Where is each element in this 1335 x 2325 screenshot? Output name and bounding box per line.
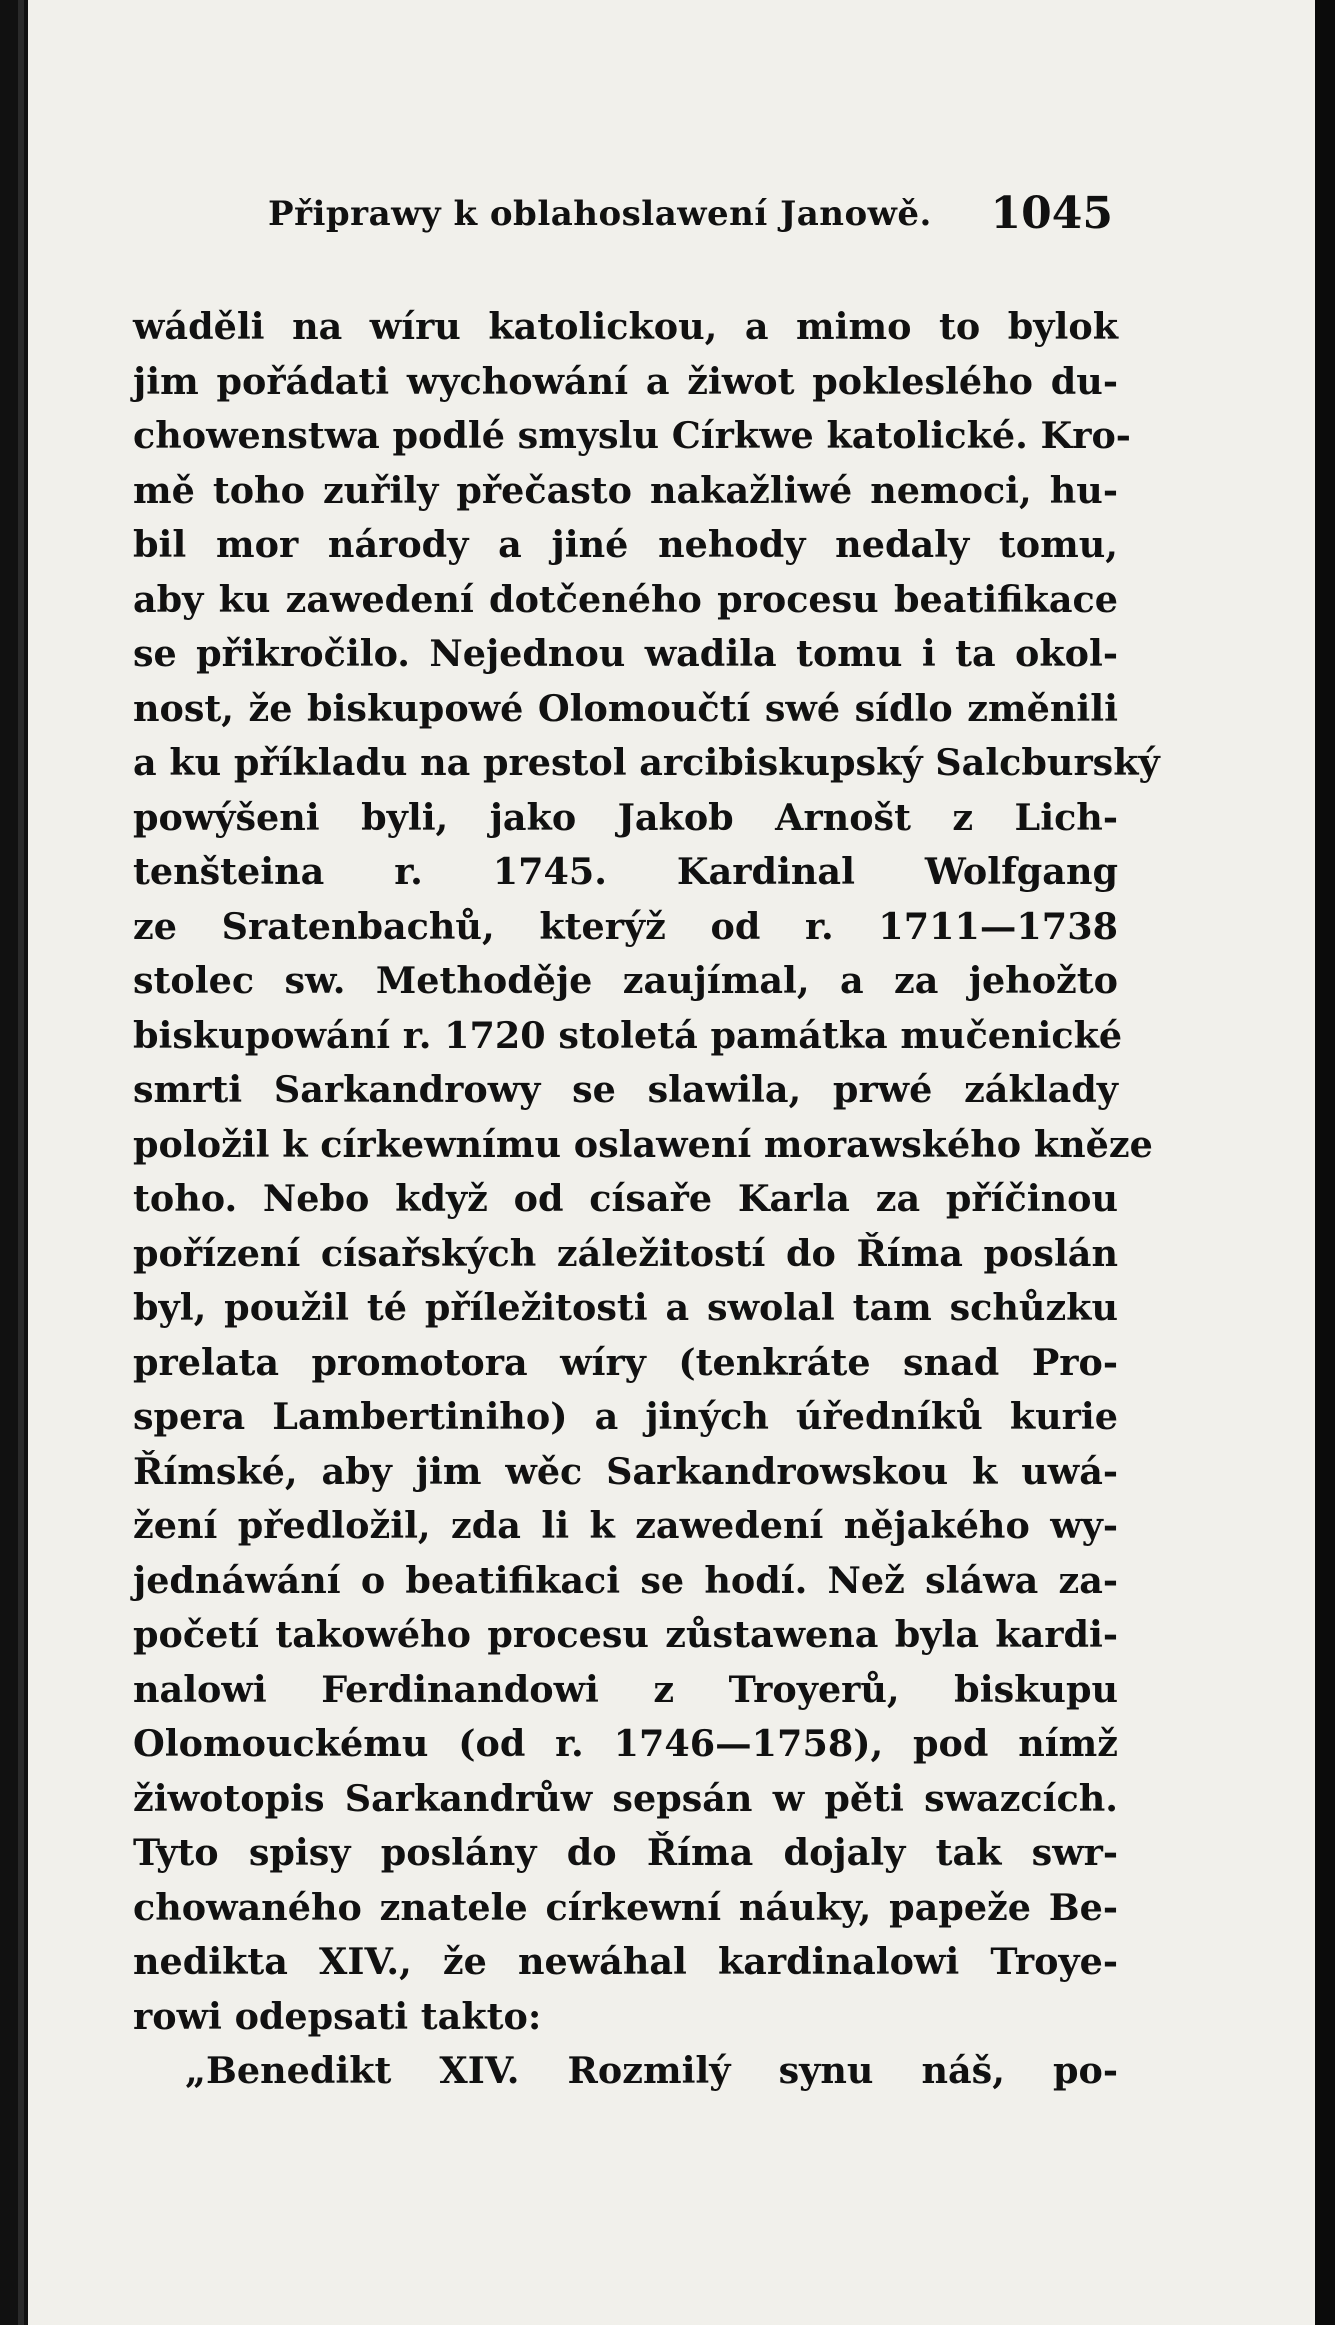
text-line: a ku příkladu na prestol arcibiskupský Salcburský <box>133 741 1160 784</box>
text-line: položil k církewnímu oslawení morawského kněze <box>133 1122 1153 1166</box>
text-line: Tyto spisy poslány do Říma dojaly tak swr- <box>133 1831 1118 1874</box>
text-line: biskupowání r. 1720 stoletá památka mučenické <box>133 1013 1123 1057</box>
body-text <box>133 300 1160 2099</box>
text-line: aby ku zawedení dotčeného procesu beatifikace <box>133 577 1118 621</box>
text-line: chowenstwa podlé smyslu Církwe katolické. Kro- <box>133 414 1131 457</box>
text-line: spera Lambertiniho) a jiných úředníků kurie <box>133 1395 1118 1438</box>
running-title: Připrawy k oblahoslawení Janowě. <box>268 194 932 234</box>
page-header <box>268 188 1113 248</box>
text-line: mě toho zuřily přečasto nakažliwé nemoci, hu- <box>133 468 1118 512</box>
text-line: Římské, aby jim wěc Sarkandrowskou k uwá- <box>133 1449 1118 1493</box>
text-line: tenšteina r. 1745. Kardinal Wolfgang <box>133 850 1118 893</box>
text-line: početí takowého procesu zůstawena byla kardi- <box>133 1613 1118 1656</box>
text-line: ze Sratenbachů, kterýž od r. 1711—1738 <box>133 904 1118 948</box>
text-line: „Benedikt XIV. Rozmilý synu náš, po- <box>185 2049 1118 2092</box>
text-line: nost, že biskupowé Olomoučtí swé sídlo změnili <box>133 686 1118 730</box>
text-line: byl, použil té příležitosti a swolal tam schůzku <box>133 1286 1118 1329</box>
scan-border <box>1315 0 1335 2325</box>
page-number: 1045 <box>990 188 1113 239</box>
text-line: jednáwání o beatifikaci se hodí. Než sláwa za- <box>133 1558 1118 1602</box>
text-line: toho. Nebo když od císaře Karla za příčinou <box>133 1177 1118 1220</box>
text-line: jim pořádati wychowání a žiwot pokleslého du- <box>133 359 1118 403</box>
text-line: pořízení císařských záležitostí do Říma poslán <box>133 1231 1118 1275</box>
text-line: nedikta XIV., že newáhal kardinalowi Troye- <box>133 1940 1118 1983</box>
text-line: bil mor národy a jiné nehody nedaly tomu, <box>133 523 1118 566</box>
text-line: se přikročilo. Nejednou wadila tomu i ta okol- <box>133 632 1118 675</box>
text-line: prelata promotora wíry (tenkráte snad Pro- <box>133 1340 1118 1384</box>
text-line: žiwotopis Sarkandrůw sepsán w pěti swazcích. <box>133 1776 1118 1820</box>
text-line: rowi odepsati takto: <box>133 1994 542 2038</box>
text-line: chowaného znatele církewní náuky, papeže Be- <box>133 1885 1118 1929</box>
text-line: Olomouckému (od r. 1746—1758), pod nímž <box>133 1722 1118 1765</box>
text-line: žení předložil, zda li k zawedení nějakého wy- <box>133 1504 1118 1547</box>
text-line: powýšeni byli, jako Jakob Arnošt z Lich- <box>133 795 1118 839</box>
text-line: nalowi Ferdinandowi z Troyerů, biskupu <box>133 1667 1118 1711</box>
text-line: stolec sw. Methoděje zaujímal, a za jehožto <box>133 959 1118 1002</box>
text-line: smrti Sarkandrowy se slawila, prwé základy <box>133 1068 1118 1111</box>
gutter-shadow <box>18 0 24 2325</box>
text-line: wáděli na wíru katolickou, a mimo to bylok <box>133 305 1118 348</box>
